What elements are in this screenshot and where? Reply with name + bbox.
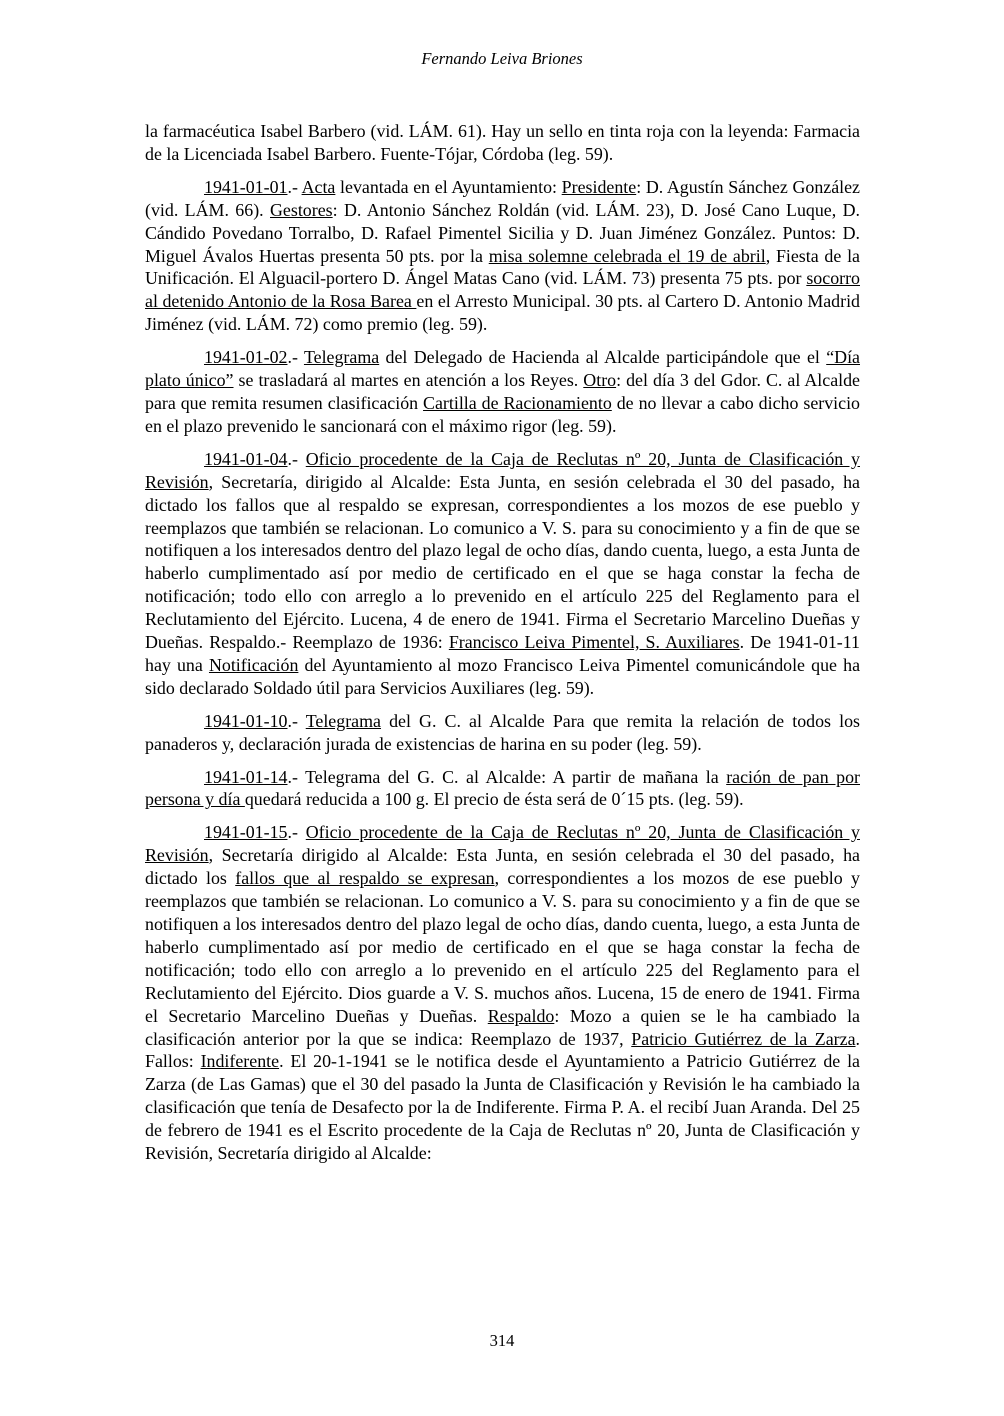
text-run: .- Telegrama del G. C. al Alcalde: A partir de mañana la <box>287 766 727 787</box>
underlined-text: Presidente <box>561 176 637 197</box>
text-run: . De 1941-01-11 hay una <box>145 632 860 675</box>
paragraph <box>145 710 860 756</box>
paragraph <box>145 821 860 1165</box>
page-number: 314 <box>489 1331 515 1350</box>
underlined-text: Acta <box>301 176 336 197</box>
underlined-text: “Día plato único” <box>145 347 860 391</box>
text-run: : Mozo a quien se le ha cambiado la clasificación anterior por la que se indica: Reemplazo de 1937, <box>145 1005 860 1049</box>
underlined-text: Indiferente <box>200 1051 280 1072</box>
text-run: : del día 3 del Gdor. C. al Alcalde para que remita resumen clasificación <box>145 370 860 413</box>
text-run: . Fallos: <box>145 1028 860 1072</box>
underlined-text: fallos que al respaldo se expresan <box>235 868 495 889</box>
underlined-text: 1941-01-04 <box>204 448 288 469</box>
underlined-text: Cartilla de Racionamiento <box>423 392 612 413</box>
text-run: del Ayuntamiento al mozo Francisco Leiva Pimentel comunicándole que ha sido declarado Soldado útil para Servicios Auxiliares (leg. 59). <box>145 654 861 698</box>
text-run: : D. Agustín Sánchez González (vid. LÁM. 66). <box>145 176 860 220</box>
text-run: la farmacéutica Isabel Barbero (vid. LÁM. 61). Hay un sello en tinta roja con la leyenda: Farmacia de la Licenciada Isabel Barbero. Fuente-Tójar, Córdoba (leg. 59). <box>145 121 860 164</box>
paragraph <box>145 120 860 166</box>
underlined-text: Oficio procedente de la Caja de Reclutas nº 20, Junta de Clasificación y Revisión <box>145 822 860 866</box>
underlined-text: Otro <box>583 370 617 391</box>
text-run: . El 20-1-1941 se le notifica desde el Ayuntamiento a Patricio Gutiérrez de la Zarza (de Las Gamas) que el 30 del pasado la Junta de Clasificación y Revisión le ha cambiado la clasificación que tenía de Desafecto por la de Indiferente. Firma P. A. el recibí Juan Aranda. Del 25 de febrero de 1941 es el Escrito procedente de la Caja de Reclutas nº 20, Junta de Clasificación y Revisión, Secretaría dirigido al Alcalde: <box>145 1051 860 1164</box>
text-run: .- <box>287 176 302 197</box>
underlined-text: 1941-01-14 <box>204 766 288 787</box>
paragraph <box>145 766 860 812</box>
underlined-text: socorro al detenido Antonio de la Rosa Barea <box>145 268 860 312</box>
underlined-text: Telegrama <box>305 710 381 731</box>
text-run: quedará reducida a 100 g. El precio de ésta será de 0´15 pts. (leg. 59). <box>244 789 744 810</box>
text-run: , Secretaría dirigido al Alcalde: Esta Junta, en sesión celebrada el 30 del pasado, ha dictado los <box>145 845 860 889</box>
text-run: .- <box>287 448 306 469</box>
text-run: , correspondientes a los mozos de ese pueblo y reemplazos que también se relacionan. Lo comunico a V. S. para su conocimiento y a fin de que se notifiquen a los interesados dentro del plazo legal de ocho días, dando cuenta, luego, a esta Junta de haberlo cumplimentado así por medio de certificado en el que se haga constar la fecha de notificación; todo ello con arreglo a lo prevenido en el artículo 225 del Reglamento para el Reclutamiento del Ejército. Dios guarde a V. S. muchos años. Lucena, 15 de enero de 1941. Firma el Secretario Marcelino Dueñas y Dueñas. <box>145 868 860 1026</box>
underlined-text: Francisco Leiva Pimentel, S. Auxiliares <box>448 632 740 653</box>
underlined-text: 1941-01-02 <box>204 347 288 368</box>
underlined-text: 1941-01-01 <box>204 176 288 197</box>
paragraph <box>145 176 860 336</box>
text-run: se trasladará al martes en atención a los Reyes. <box>233 370 584 391</box>
underlined-text: Notificación <box>208 654 299 675</box>
underlined-text: 1941-01-15 <box>204 822 288 843</box>
text-run: de no llevar a cabo dicho servicio en el plazo prevenido le sancionará con el máximo rigor (leg. 59). <box>145 392 861 436</box>
body-text <box>145 120 860 1175</box>
underlined-text: Gestores <box>270 199 333 220</box>
text-run: en el Arresto Municipal. 30 pts. al Cartero D. Antonio Madrid Jiménez (vid. LÁM. 72) como premio (leg. 59). <box>145 291 860 335</box>
underlined-text: Patricio Gutiérrez de la Zarza <box>631 1028 856 1049</box>
text-run: , Secretaría, dirigido al Alcalde: Esta Junta, en sesión celebrada el 30 del pasado, ha dictado los fallos que al respaldo se expresan, correspondientes a los mozos de ese pueblo y reemplazos que también se relacionan. Lo comunico a V. S. para su conocimiento y a fin de que se notifiquen a los interesados dentro del plazo legal de ocho días, dando cuenta, luego, a esta Junta de haberlo cumplimentado así por medio de certificado en el que se haga constar la fecha de notificación; todo ello con arreglo a lo prevenido en el artículo 225 del Reglamento para el Reclutamiento del Ejército. Lucena, 4 de enero de 1941. Firma el Secretario Marcelino Dueñas y Dueñas. Respaldo.- Reemplazo de 1936: <box>145 471 860 653</box>
text-run: : D. Antonio Sánchez Roldán (vid. LÁM. 23), D. José Cano Luque, D. Cándido Povedano Torralbo, D. Rafael Pimentel Sicilia y D. Juan Jiménez González. Puntos: D. Miguel Ávalos Huertas presenta 50 pts. por la <box>145 199 860 266</box>
underlined-text: 1941-01-10 <box>204 710 288 731</box>
underlined-text: Telegrama <box>303 347 380 368</box>
text-run: del Delegado de Hacienda al Alcalde participándole que el <box>379 347 827 368</box>
text-run: .- <box>287 710 306 731</box>
text-run: .- <box>287 822 306 843</box>
underlined-text: Oficio procedente de la Caja de Reclutas nº 20, Junta de Clasificación y Revisión <box>145 448 860 492</box>
text-run: levantada en el Ayuntamiento: <box>335 176 562 197</box>
running-head: Fernando Leiva Briones <box>421 49 583 68</box>
paragraph <box>145 448 860 700</box>
text-run: , Fiesta de la Unificación. El Alguacil-portero D. Ángel Matas Cano (vid. LÁM. 73) presenta 75 pts. por <box>145 245 860 289</box>
text-run: .- <box>287 347 304 368</box>
underlined-text: ración de pan por persona y día <box>145 766 860 810</box>
paragraph <box>145 346 860 438</box>
underlined-text: Respaldo <box>487 1005 555 1026</box>
text-run: del G. C. al Alcalde Para que remita la relación de todos los panaderos y, declaración jurada de existencias de harina en su poder (leg. 59). <box>145 710 860 754</box>
underlined-text: misa solemne celebrada el 19 de abril <box>488 245 766 266</box>
